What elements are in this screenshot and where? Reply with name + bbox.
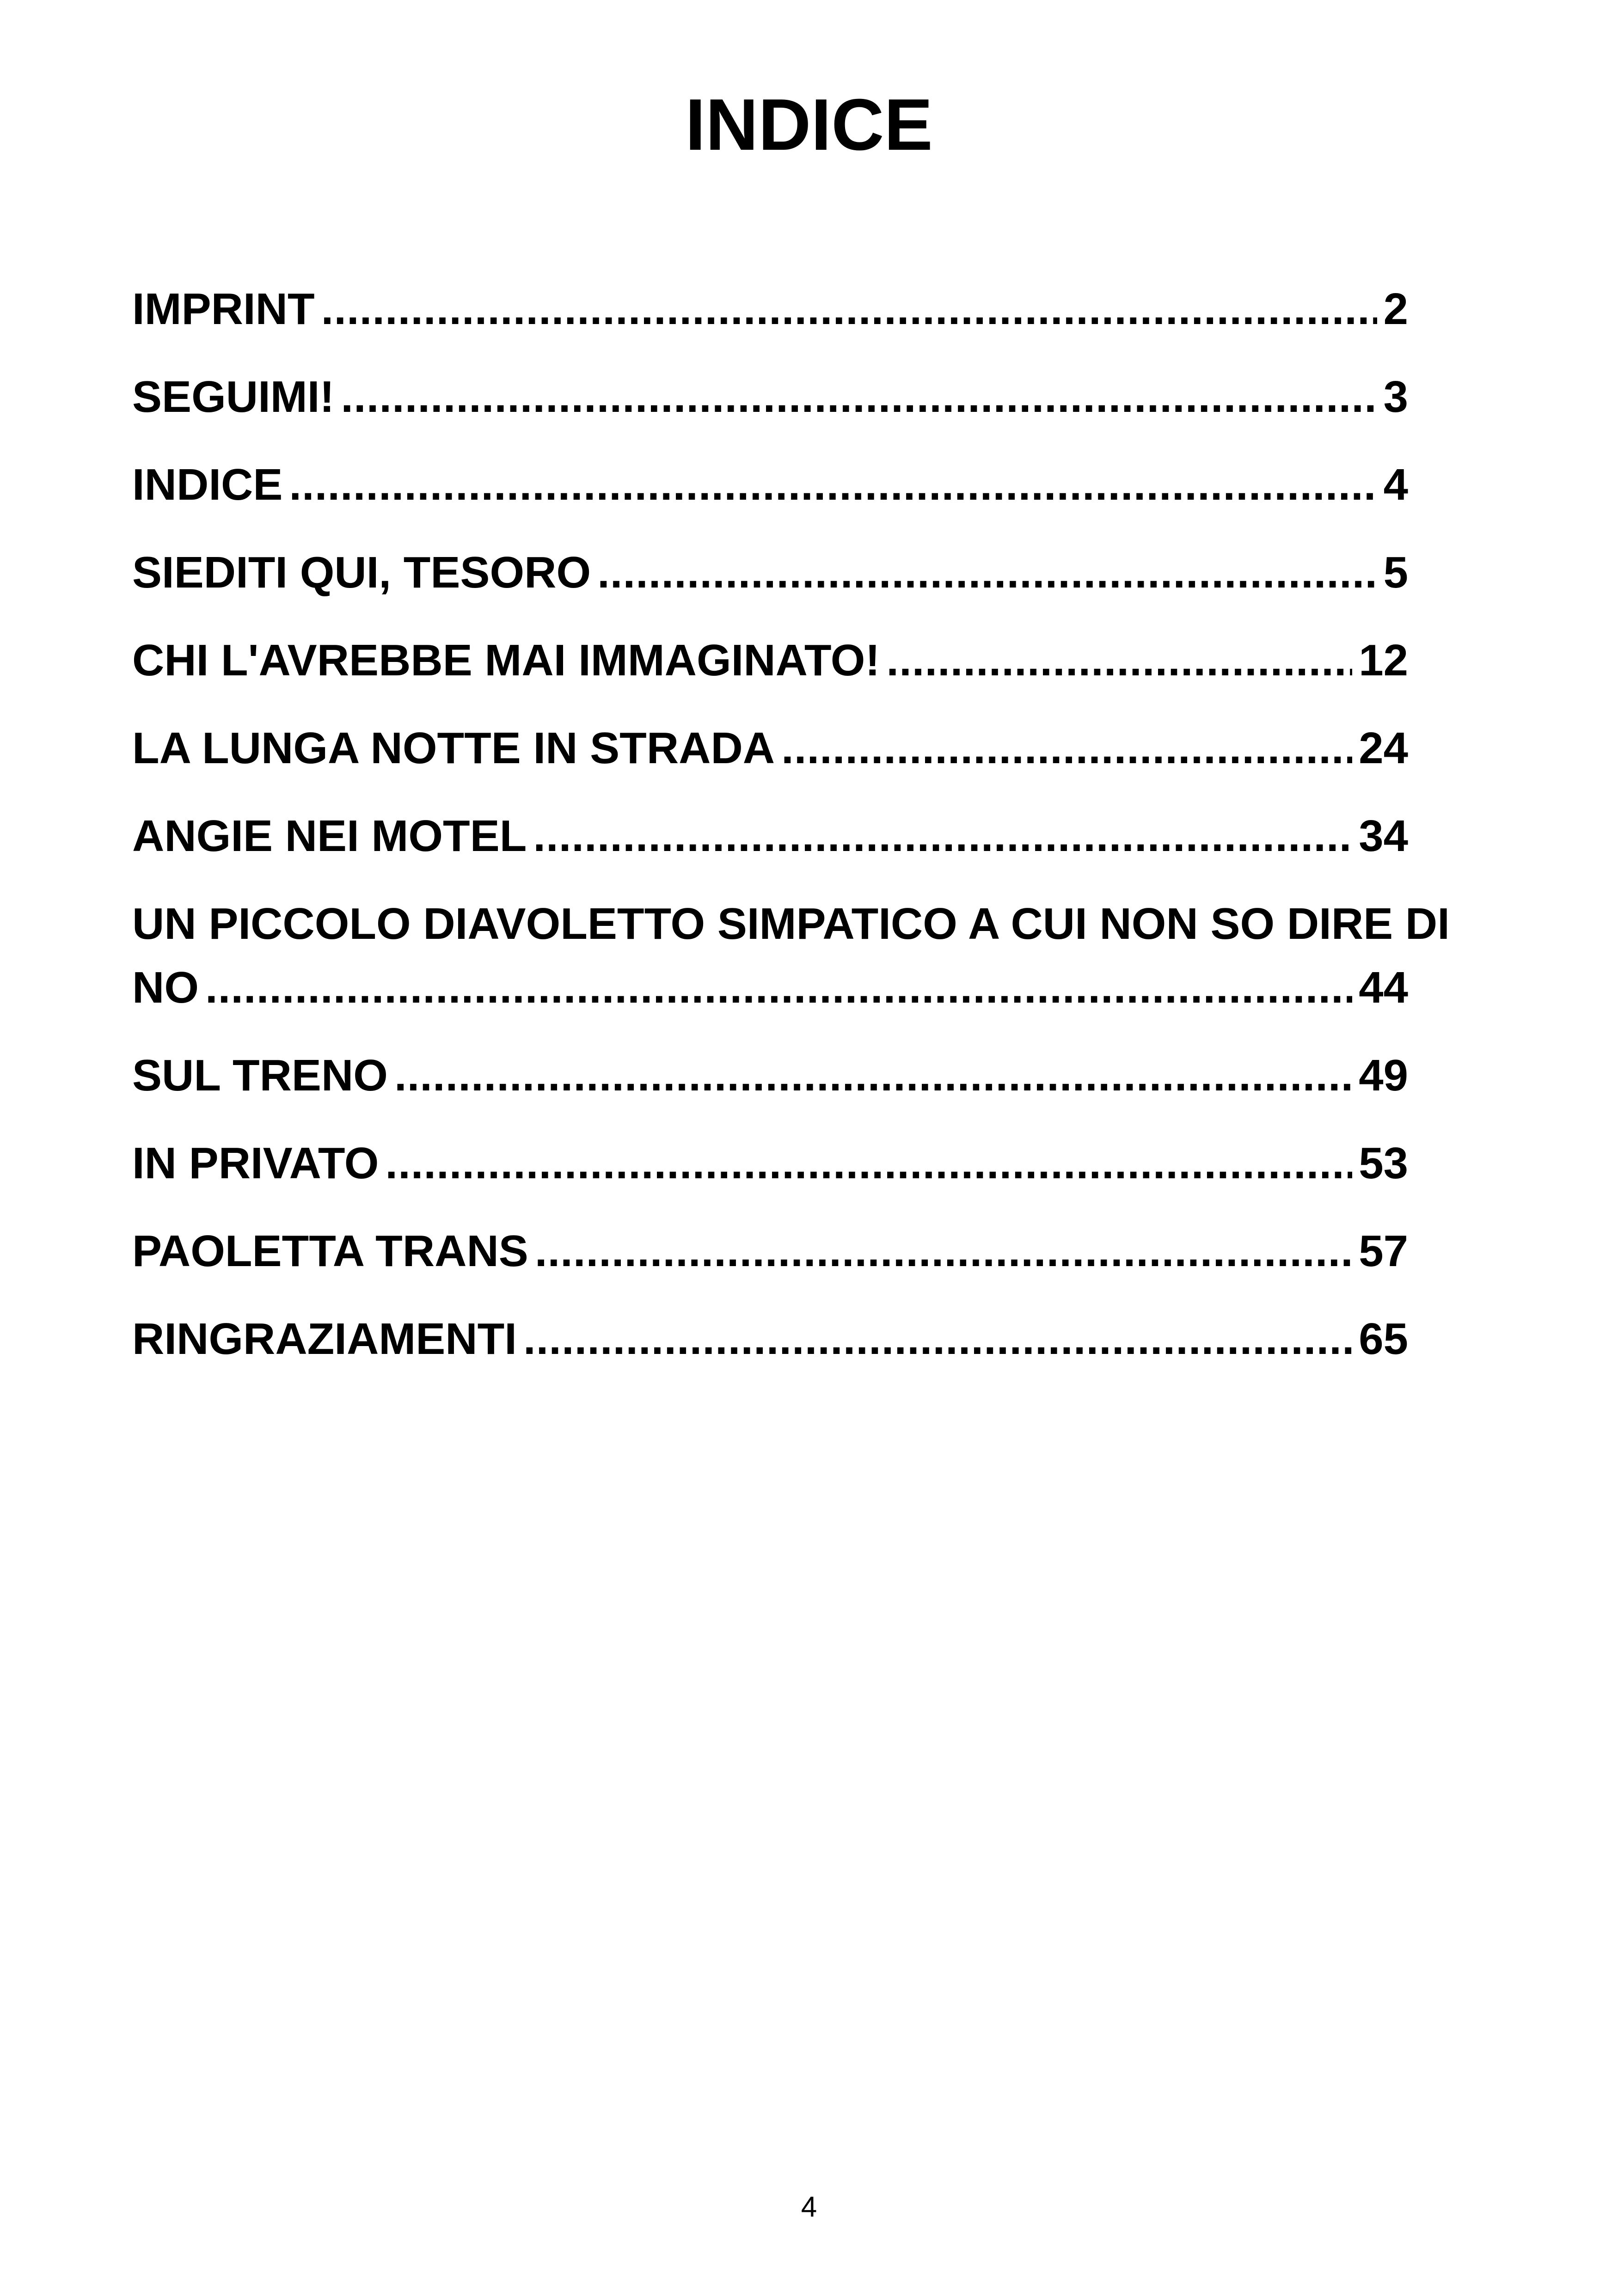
toc-entry-in-privato[interactable] [132, 1132, 1618, 1195]
toc-entry-title: LA LUNGA NOTTE IN STRADA [132, 723, 775, 773]
toc-entry-page: 34 [1359, 811, 1408, 861]
toc-entry-page: 53 [1359, 1139, 1408, 1188]
toc-leader-dots [341, 365, 1377, 429]
toc-entry-title: RINGRAZIAMENTI [132, 1314, 517, 1364]
toc-entry-indice[interactable] [132, 453, 1618, 517]
toc-leader-dots [886, 629, 1352, 692]
toc-entry-title: SUL TRENO [132, 1051, 388, 1100]
toc-entry-title: SIEDITI QUI, TESORO [132, 548, 591, 597]
toc-entry-title: IN PRIVATO [132, 1139, 379, 1188]
toc-entry-title-second-line: NO [132, 963, 199, 1012]
table-of-contents [132, 277, 1618, 1395]
toc-entry-title: PAOLETTA TRANS [132, 1226, 528, 1276]
toc-entry-sul-treno[interactable] [132, 1044, 1618, 1108]
toc-entry-page: 5 [1383, 548, 1408, 597]
page-number: 4 [801, 2191, 817, 2223]
toc-entry-title: CHI L'AVREBBE MAI IMMAGINATO! [132, 636, 880, 685]
toc-leader-dots [535, 1219, 1352, 1283]
toc-leader-dots [205, 956, 1352, 1020]
toc-entry-title: IMPRINT [132, 284, 315, 334]
toc-entry-seguimi[interactable] [132, 365, 1618, 429]
toc-entry-title: SEGUIMI! [132, 372, 335, 422]
toc-entry-angie-nei-motel[interactable] [132, 804, 1618, 868]
toc-leader-dots [781, 716, 1352, 780]
toc-leader-dots [394, 1044, 1352, 1108]
toc-entry-page: 12 [1359, 636, 1408, 685]
toc-entry-paoletta-trans[interactable] [132, 1219, 1618, 1283]
toc-leader-dots [321, 277, 1377, 341]
toc-entry-siediti-qui-tesoro[interactable] [132, 541, 1618, 605]
toc-entry-page: 24 [1359, 723, 1408, 773]
toc-leader-dots [385, 1132, 1352, 1195]
toc-entry-title-first-line: UN PICCOLO DIAVOLETTO SIMPATICO A CUI NON SO DIRE DI [132, 899, 1450, 949]
toc-entry-page: 4 [1383, 460, 1408, 509]
toc-entry-page: 65 [1359, 1314, 1408, 1364]
toc-entry-un-piccolo-diavoletto[interactable] [132, 892, 1618, 1020]
toc-entry-page: 44 [1359, 963, 1408, 1012]
toc-leader-dots [597, 541, 1377, 605]
toc-entry-page: 3 [1383, 372, 1408, 422]
toc-entry-title: INDICE [132, 460, 283, 509]
toc-entry-title: ANGIE NEI MOTEL [132, 811, 527, 861]
page-title: INDICE [685, 84, 933, 165]
toc-entry-page: 49 [1359, 1051, 1408, 1100]
toc-leader-dots [533, 804, 1352, 868]
toc-leader-dots [523, 1307, 1352, 1371]
toc-entry-ringraziamenti[interactable] [132, 1307, 1618, 1371]
toc-leader-dots [289, 453, 1377, 517]
toc-entry-page: 2 [1383, 284, 1408, 334]
toc-entry-imprint[interactable] [132, 277, 1618, 341]
toc-entry-chi-lavrebbe-mai-immaginato[interactable] [132, 629, 1618, 692]
toc-entry-la-lunga-notte-in-strada[interactable] [132, 716, 1618, 780]
toc-entry-page: 57 [1359, 1226, 1408, 1276]
